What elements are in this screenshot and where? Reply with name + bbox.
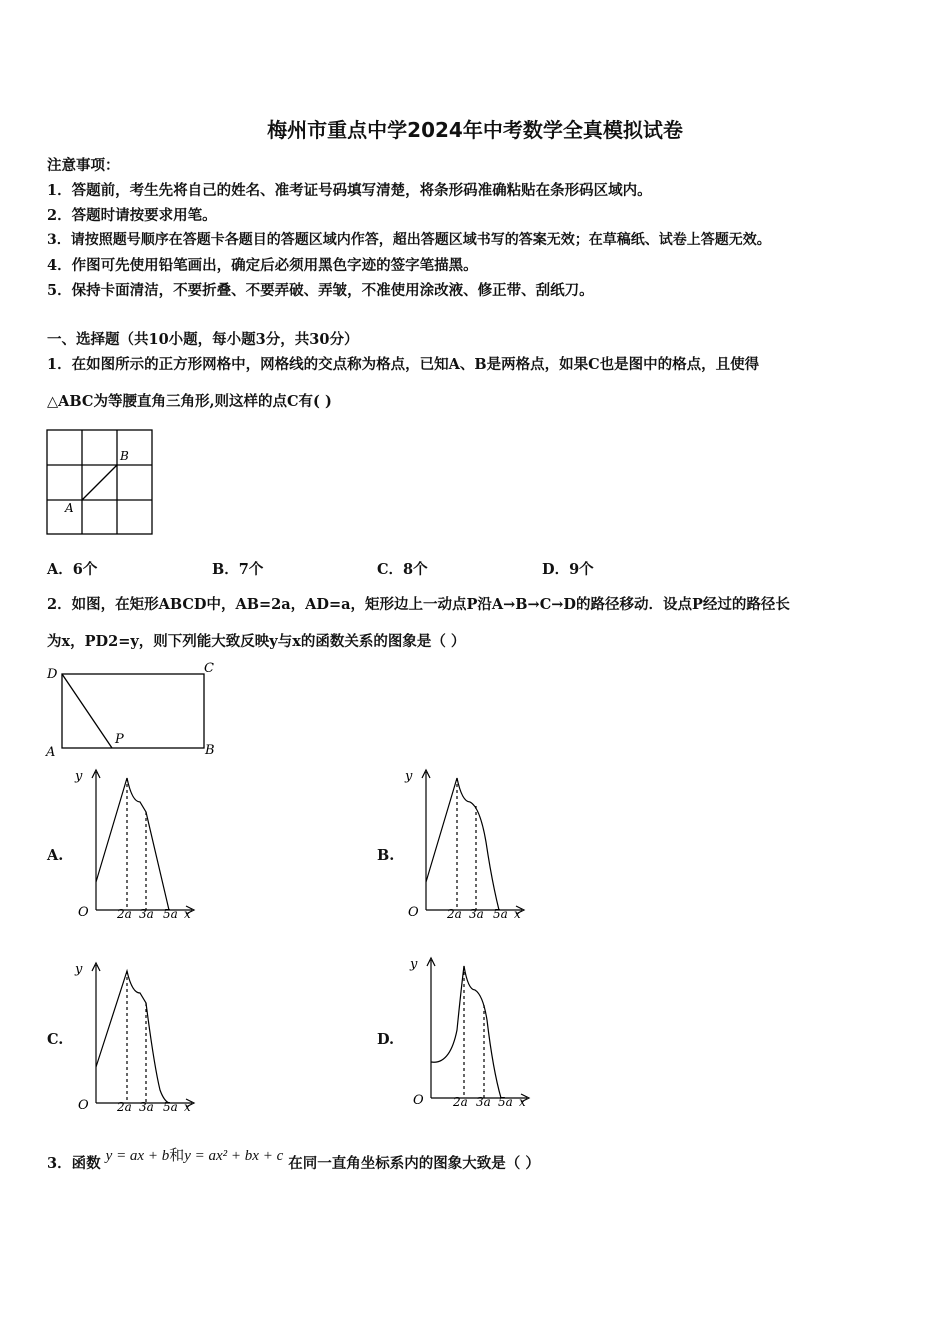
q2-graph-a bbox=[70, 762, 200, 924]
section-heading: 一、选择题（共10小题，每小题3分，共30分） bbox=[47, 331, 359, 348]
graph-a-y-label: y bbox=[75, 769, 83, 784]
notice-item-5: 5．保持卡面清洁，不要折叠、不要弄破、弄皱，不准使用涂改液、修正带、刮纸刀。 bbox=[47, 282, 594, 299]
q1-label-a: A bbox=[65, 501, 74, 515]
q1-grid-figure bbox=[45, 428, 157, 538]
q2-label-a: A bbox=[46, 745, 56, 760]
graph-a-origin: O bbox=[78, 905, 89, 920]
graph-b-origin: O bbox=[408, 905, 419, 920]
q1-text-line1: 1．在如图所示的正方形网格中，网格线的交点称为格点，已知A、B是两格点，如果C也是图中的格点，且使得 bbox=[47, 356, 760, 373]
notice-item-4: 4．作图可先使用铅笔画出，确定后必须用黑色字迹的签字笔描黑。 bbox=[47, 257, 478, 274]
q2-text-line1: 2．如图，在矩形ABCD中，AB=2a，AD=a，矩形边上一动点P沿A→B→C→D的路径移动．设点P经过的路径长 bbox=[47, 596, 790, 613]
graph-b-tick-3a: 3a bbox=[469, 907, 484, 921]
q1-text-line2: △ABC为等腰直角三角形,则这样的点C有( ) bbox=[47, 393, 332, 410]
q2-option-b: B. bbox=[377, 847, 395, 864]
q2-graph-b bbox=[400, 762, 530, 924]
q3-and: 和 bbox=[169, 1148, 185, 1164]
q3-prefix: 3．函数 bbox=[47, 1155, 101, 1172]
q2-option-c: C. bbox=[47, 1031, 64, 1048]
graph-b-y-label: y bbox=[405, 769, 413, 784]
q1-label-b: B bbox=[120, 449, 129, 463]
q1-option-d: D．9个 bbox=[542, 561, 594, 578]
notice-heading: 注意事项： bbox=[47, 157, 120, 174]
q2-graph-d bbox=[405, 950, 535, 1112]
graph-b-tick-2a: 2a bbox=[447, 907, 462, 921]
graph-b-tick-5a: 5a bbox=[493, 907, 508, 921]
q2-option-d: D. bbox=[377, 1031, 395, 1048]
q3-formula-1: y = ax + b bbox=[105, 1148, 170, 1164]
graph-c-tick-2a: 2a bbox=[117, 1100, 132, 1114]
graph-d-tick-2a: 2a bbox=[453, 1095, 468, 1109]
graph-d-y-label: y bbox=[410, 957, 418, 972]
graph-c-y-label: y bbox=[75, 962, 83, 977]
notice-item-3: 3．请按照题号顺序在答题卡各题目的答题区域内作答，超出答题区域书写的答案无效；在草稿纸、试卷上答题无效。 bbox=[47, 232, 771, 248]
q1-option-a: A．6个 bbox=[47, 561, 98, 578]
q3-formula-2: y = ax² + bx + c bbox=[184, 1148, 284, 1164]
graph-b-x-label: x bbox=[514, 907, 521, 921]
q1-option-c: C．8个 bbox=[377, 561, 428, 578]
q3-suffix: 在同一直角坐标系内的图象大致是（ ） bbox=[288, 1155, 540, 1172]
q2-text-line2: 为x，PD2=y，则下列能大致反映y与x的函数关系的图象是（ ） bbox=[47, 633, 466, 650]
q2-label-c: C bbox=[204, 661, 214, 676]
graph-c-x-label: x bbox=[184, 1100, 191, 1114]
q2-rectangle-figure bbox=[44, 658, 224, 760]
graph-a-tick-2a: 2a bbox=[117, 907, 132, 921]
q2-graph-c bbox=[70, 955, 200, 1117]
q1-option-b: B．7个 bbox=[212, 561, 264, 578]
graph-a-tick-5a: 5a bbox=[163, 907, 178, 921]
graph-d-x-label: x bbox=[519, 1095, 526, 1109]
notice-item-2: 2．答题时请按要求用笔。 bbox=[47, 207, 217, 224]
graph-c-tick-5a: 5a bbox=[163, 1100, 178, 1114]
q2-label-p: P bbox=[115, 732, 124, 747]
graph-a-x-label: x bbox=[184, 907, 191, 921]
graph-c-tick-3a: 3a bbox=[139, 1100, 154, 1114]
graph-d-tick-3a: 3a bbox=[476, 1095, 491, 1109]
q3-text bbox=[47, 1148, 540, 1173]
graph-d-origin: O bbox=[413, 1093, 424, 1108]
q2-label-b: B bbox=[205, 743, 215, 758]
graph-c-origin: O bbox=[78, 1098, 89, 1113]
q2-option-a: A. bbox=[47, 847, 64, 864]
graph-d-tick-5a: 5a bbox=[498, 1095, 513, 1109]
notice-item-1: 1．答题前，考生先将自己的姓名、准考证号码填写清楚，将条形码准确粘贴在条形码区域内。 bbox=[47, 182, 652, 199]
graph-a-tick-3a: 3a bbox=[139, 907, 154, 921]
q2-label-d: D bbox=[47, 667, 58, 682]
page-title: 梅州市重点中学2024年中考数学全真模拟试卷 bbox=[267, 118, 683, 142]
